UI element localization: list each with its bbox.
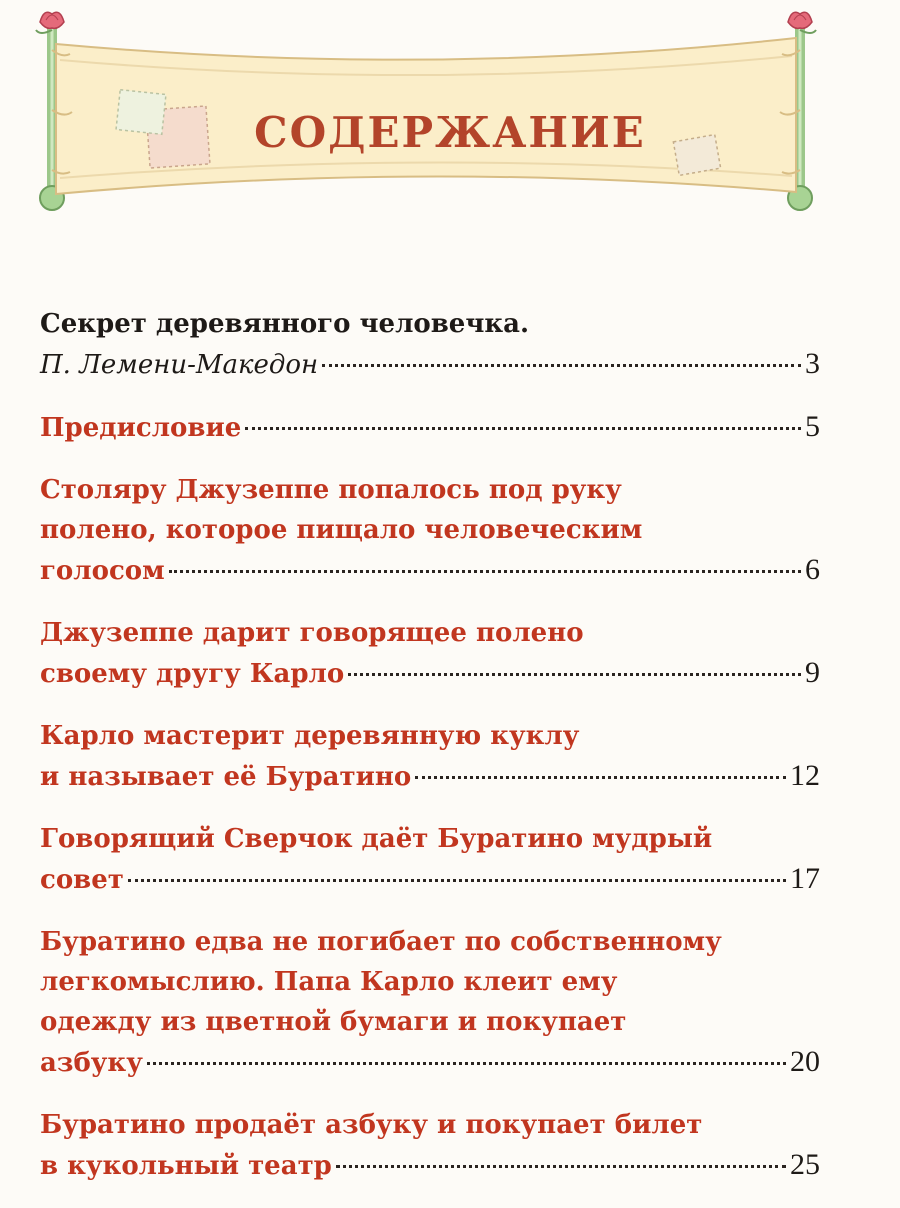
dot-leader <box>128 879 786 882</box>
page-title: СОДЕРЖАНИЕ <box>254 108 646 157</box>
toc-entry-last-line <box>40 756 820 797</box>
dot-leader <box>147 1062 786 1065</box>
dot-leader <box>322 364 801 367</box>
toc-entry-title-line: одежду из цветной бумаги и покупает <box>40 1007 627 1037</box>
table-of-contents <box>40 304 820 1208</box>
toc-entry-last-line <box>40 859 820 900</box>
toc-entry-title-line: Говорящий Сверчок даёт Буратино мудрый <box>40 824 713 854</box>
toc-entry-title-end: в кукольный театр <box>40 1151 332 1181</box>
toc-entry-title-end: и называет её Буратино <box>40 762 412 792</box>
toc-entry[interactable] <box>40 1105 820 1186</box>
toc-entry-title-end: голосом <box>40 556 165 586</box>
toc-entry-title-line: Карло мастерит деревянную куклу <box>40 721 580 751</box>
toc-page-number: 25 <box>790 1148 820 1181</box>
toc-page-number: 3 <box>805 347 820 380</box>
dot-leader <box>169 570 801 573</box>
toc-entry-title-line: Буратино продаёт азбуку и покупает билет <box>40 1110 703 1140</box>
toc-entry-last-line <box>40 407 820 448</box>
dot-leader <box>348 673 801 676</box>
toc-entry[interactable] <box>40 407 820 448</box>
toc-entry-title-end: совет <box>40 865 124 895</box>
toc-entry-last-line <box>40 344 820 385</box>
toc-entry[interactable] <box>40 819 820 900</box>
dot-leader <box>415 776 786 779</box>
toc-entry-title-end: своему другу Карло <box>40 659 345 689</box>
toc-entry-last-line <box>40 653 820 694</box>
toc-entry[interactable] <box>40 470 820 591</box>
toc-entry-title-end: Предисловие <box>40 413 242 443</box>
toc-entry-last-line <box>40 1042 820 1083</box>
toc-page-number: 6 <box>805 553 820 586</box>
toc-entry-title-line: Секрет деревянного человечка. <box>40 309 530 339</box>
toc-entry-author: П. Лемени-Македон <box>40 350 319 380</box>
toc-entry[interactable] <box>40 922 820 1083</box>
toc-entry-last-line <box>40 550 820 591</box>
toc-entry-title-line: Буратино едва не погибает по собственному <box>40 927 722 957</box>
dot-leader <box>336 1165 786 1168</box>
toc-page-number: 20 <box>790 1045 820 1078</box>
toc-page-number: 9 <box>805 656 820 689</box>
toc-entry[interactable] <box>40 613 820 694</box>
toc-entry[interactable] <box>40 716 820 797</box>
toc-page-number: 17 <box>790 862 820 895</box>
toc-entry-title-line: Столяру Джузеппе попалось под руку <box>40 475 622 505</box>
toc-entry-title-line: легкомыслию. Папа Карло клеит ему <box>40 967 618 997</box>
toc-entry-last-line <box>40 1145 820 1186</box>
toc-entry[interactable] <box>40 304 820 385</box>
toc-entry-title-end: азбуку <box>40 1048 143 1078</box>
toc-page-number: 5 <box>805 410 820 443</box>
toc-page-number: 12 <box>790 759 820 792</box>
toc-entry-title-line: полено, которое пищало человеческим <box>40 515 643 545</box>
toc-entry-title-line: Джузеппе дарит говорящее полено <box>40 618 584 648</box>
dot-leader <box>245 427 801 430</box>
